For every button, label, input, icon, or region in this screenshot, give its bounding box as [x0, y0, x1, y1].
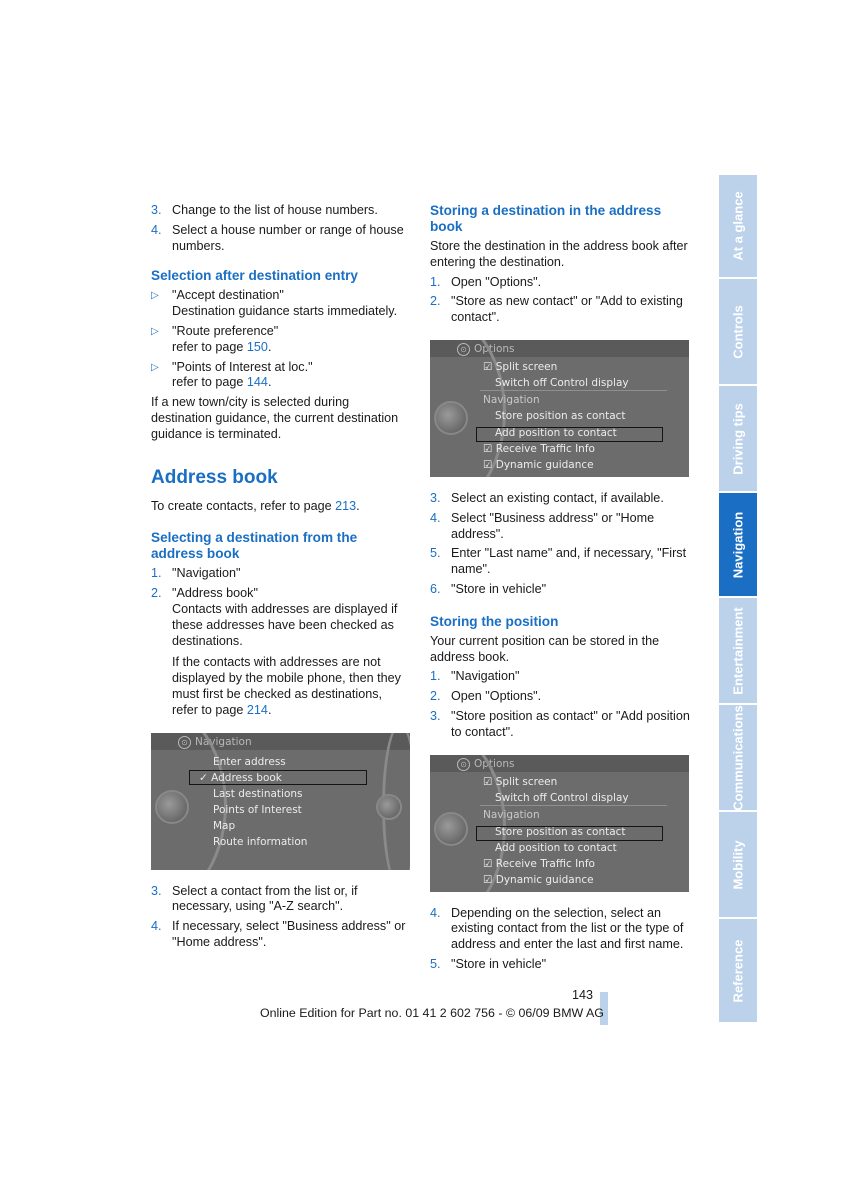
- step-number: 5.: [430, 956, 441, 971]
- bullet-item: [151, 324, 411, 356]
- step-text: "Store in vehicle": [451, 581, 547, 596]
- step-text: Select "Business address" or "Home address".: [451, 510, 655, 541]
- list-item: [430, 906, 690, 953]
- step-text: "Navigation": [451, 669, 520, 684]
- footer-text: Online Edition for Part no. 01 41 2 602 756 - © 06/09 BMW AG: [260, 1006, 604, 1020]
- tab-driving-tips[interactable]: [719, 386, 757, 491]
- section-heading: Selection after destination entry: [151, 268, 358, 284]
- bullet-desc: refer to page: [172, 339, 247, 354]
- tab-communications[interactable]: [719, 705, 757, 810]
- step-text: "Navigation": [172, 566, 241, 581]
- step-text: "Address book": [172, 586, 258, 601]
- bullet-item: [151, 360, 411, 392]
- tab-label: Navigation: [730, 511, 746, 578]
- page-link[interactable]: 213: [335, 498, 357, 513]
- paragraph: If a new town/city is selected during destination guidance, the current destination guidance is terminated.: [151, 395, 399, 441]
- step-text: Enter "Last name" and, if necessary, "First name".: [451, 546, 687, 577]
- step-number: 3.: [430, 490, 441, 505]
- step-number: 4.: [430, 510, 441, 525]
- list-item: [151, 919, 411, 951]
- menu-item[interactable]: ☑ Receive Traffic Info: [483, 442, 595, 455]
- list-item: [430, 546, 690, 578]
- tab-label: Mobility: [730, 839, 746, 890]
- step-number: 1.: [151, 566, 162, 581]
- chapter-tabs: [719, 175, 757, 1024]
- tab-mobility[interactable]: [719, 812, 757, 917]
- tab-entertainment[interactable]: [719, 598, 757, 703]
- step-text: Select an existing contact, if available.: [451, 490, 664, 505]
- section-heading: Storing the position: [430, 613, 559, 629]
- menu-item[interactable]: ☑ Split screen: [483, 360, 558, 373]
- menu-item[interactable]: ☑ Dynamic guidance: [483, 873, 594, 886]
- page-number: 143: [572, 988, 594, 1002]
- step-text: "Store as new contact" or "Add to existing contact".: [451, 294, 683, 325]
- menu-item[interactable]: Switch off Control display: [495, 376, 629, 389]
- step-text: If necessary, select "Business address" or "Home address".: [172, 919, 406, 949]
- page-link[interactable]: 214: [246, 702, 268, 717]
- list-item: [430, 294, 690, 326]
- screen-title: Options: [474, 342, 515, 355]
- arrow-bullet-icon: ▷: [151, 325, 159, 337]
- paragraph: Store the destination in the address book after entering the destination.: [430, 239, 688, 269]
- punct: .: [267, 702, 272, 717]
- step-number: 4.: [430, 905, 441, 920]
- tab-label: Reference: [730, 939, 746, 1002]
- tab-label: Communications: [730, 704, 746, 811]
- list-item: [430, 669, 690, 685]
- step-text: Open "Options".: [451, 274, 542, 289]
- menu-item[interactable]: Store position as contact: [495, 825, 626, 838]
- step-number: 1.: [430, 274, 441, 289]
- step-number: 1.: [430, 669, 441, 684]
- controller-knob-icon: [434, 812, 468, 846]
- section-heading: Storing a destination in the address book: [430, 203, 662, 234]
- tab-label: Controls: [730, 304, 746, 359]
- bullet-title: "Accept destination": [172, 288, 284, 303]
- paragraph: [172, 655, 411, 718]
- list-item: [430, 689, 690, 705]
- controller-knob-icon: [155, 790, 189, 824]
- navigation-icon: ⊙: [178, 736, 191, 749]
- step-number: 6.: [430, 581, 441, 596]
- step-text: Select a house number or range of house numbers.: [172, 222, 404, 253]
- list-item: [430, 491, 690, 507]
- tab-at-a-glance[interactable]: [719, 175, 757, 277]
- menu-item[interactable]: ☑ Split screen: [483, 775, 558, 788]
- idrive-screenshot-options: [430, 755, 689, 892]
- list-item: [151, 566, 411, 582]
- arrow-bullet-icon: ▷: [151, 361, 159, 373]
- list-item: [430, 582, 690, 598]
- screen-title: Navigation: [195, 735, 252, 748]
- step-text: "Store position as contact" or "Add position to contact".: [451, 708, 690, 739]
- page-title: Address book: [151, 466, 278, 488]
- step-text: Change to the list of house numbers.: [172, 203, 378, 217]
- page-link[interactable]: 144: [246, 375, 268, 390]
- punct: .: [356, 498, 360, 513]
- options-icon: ⊙: [457, 758, 470, 771]
- tab-label: Driving tips: [730, 402, 746, 475]
- tab-reference[interactable]: [719, 919, 757, 1022]
- menu-item[interactable]: Enter address: [213, 755, 286, 768]
- tab-navigation[interactable]: [719, 493, 757, 596]
- menu-item[interactable]: Store position as contact: [495, 409, 626, 422]
- list-item: [430, 709, 690, 741]
- list-item: [151, 586, 411, 649]
- section-heading: Selecting a destination from the address book: [151, 530, 358, 562]
- bullet-title: "Points of Interest at loc.": [172, 359, 313, 374]
- idrive-screenshot-options: [430, 340, 689, 477]
- menu-item[interactable]: Map: [213, 819, 236, 832]
- menu-item[interactable]: Add position to contact: [495, 426, 617, 439]
- menu-item[interactable]: ☑ Dynamic guidance: [483, 458, 594, 471]
- step-text: Open "Options".: [451, 689, 542, 704]
- left-column: [151, 203, 411, 955]
- options-icon: ⊙: [457, 343, 470, 356]
- tab-label: Entertainment: [730, 606, 746, 695]
- bullet-item: [151, 288, 411, 320]
- step-number: 4.: [151, 919, 162, 934]
- right-column: [430, 203, 690, 977]
- controller-knob-right-icon: [376, 794, 402, 820]
- step-number: 3.: [151, 883, 162, 898]
- menu-item[interactable]: Add position to contact: [495, 841, 617, 854]
- step-number: 4.: [151, 222, 162, 237]
- list-item: [430, 275, 690, 291]
- step-desc: Contacts with addresses are displayed if these addresses have been checked as destinations.: [172, 601, 398, 648]
- menu-group-label: Navigation: [483, 808, 540, 821]
- tab-label: At a glance: [730, 191, 746, 261]
- step-number: 3.: [430, 708, 441, 723]
- step-number: 2.: [430, 689, 441, 704]
- text: If the contacts with addresses are not displayed by the mobile phone, then they must first be checked as destinations, refer to page: [172, 655, 401, 717]
- punct: .: [267, 339, 272, 354]
- bullet-desc: Destination guidance starts immediately.: [172, 304, 398, 319]
- step-text: Depending on the selection, select an existing contact from the list or the type of address and enter the last and first name.: [451, 905, 684, 952]
- bullet-title: "Route preference": [172, 323, 279, 338]
- list-item: [430, 957, 690, 973]
- list-item: [430, 511, 690, 543]
- menu-group-label: Navigation: [483, 393, 540, 406]
- menu-item[interactable]: Route information: [213, 835, 308, 848]
- controller-knob-icon: [434, 401, 468, 435]
- step-text: "Store in vehicle": [451, 956, 547, 971]
- step-text: Select a contact from the list or, if necessary, using "A-Z search".: [172, 883, 358, 914]
- page-link[interactable]: 150: [246, 339, 268, 354]
- arrow-bullet-icon: ▷: [151, 290, 159, 302]
- screen-title: Options: [474, 757, 515, 770]
- tab-controls[interactable]: [719, 279, 757, 384]
- menu-item[interactable]: Switch off Control display: [495, 791, 629, 804]
- menu-item[interactable]: ✓ Address book: [199, 771, 282, 784]
- text: To create contacts, refer to page: [151, 498, 336, 513]
- list-item: [151, 223, 411, 255]
- step-number: 2.: [430, 294, 441, 309]
- menu-item[interactable]: ☑ Receive Traffic Info: [483, 857, 595, 870]
- idrive-screenshot-navigation: [151, 733, 410, 870]
- bullet-desc: refer to page: [172, 375, 247, 390]
- paragraph: Your current position can be stored in the address book.: [430, 633, 660, 664]
- list-item: [151, 884, 411, 916]
- menu-item[interactable]: Points of Interest: [213, 803, 302, 816]
- paragraph: [151, 499, 411, 515]
- step-number: 2.: [151, 586, 162, 601]
- step-number: 3.: [151, 203, 162, 217]
- step-number: 5.: [430, 546, 441, 561]
- punct: .: [267, 375, 272, 390]
- list-item: [151, 203, 411, 219]
- menu-item[interactable]: Last destinations: [213, 787, 303, 800]
